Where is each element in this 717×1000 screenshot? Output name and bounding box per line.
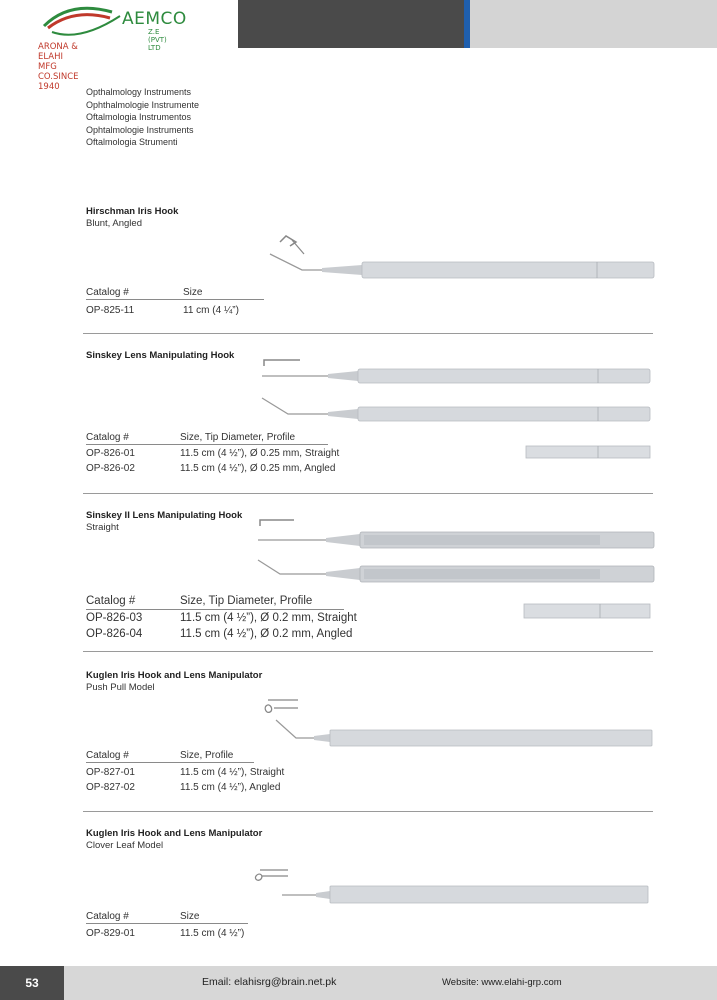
aemco-logo-icon (40, 2, 130, 42)
table-header-rule (86, 444, 328, 445)
catalog-number: OP-826-01 (86, 448, 135, 459)
size-value: 11.5 cm (4 ½”), Angled (180, 782, 281, 793)
size-value: 11.5 cm (4 ½”), Ø 0.25 mm, Angled (180, 463, 336, 474)
catalog-number: OP-829-01 (86, 928, 135, 939)
product-title: Hirschman Iris Hook (86, 206, 179, 217)
size-value: 11.5 cm (4 ½”), Ø 0.25 mm, Straight (180, 448, 340, 459)
catalog-number: OP-826-04 (86, 628, 143, 640)
size-header: Size (183, 287, 203, 298)
product-subtitle: Blunt, Angled (86, 218, 142, 229)
table-header-rule (86, 609, 344, 610)
size-header: Size, Tip Diameter, Profile (180, 432, 296, 443)
intro-languages (86, 86, 199, 149)
product-title: Sinskey Lens Manipulating Hook (86, 350, 235, 361)
hirschman-iris-hook-image (262, 228, 662, 288)
header-dark-band (238, 0, 464, 48)
table-header-rule (86, 762, 254, 763)
table-header-rule (86, 299, 264, 300)
size-value: 11.5 cm (4 ½”), Ø 0.2 mm, Straight (180, 612, 357, 624)
product-title: Kuglen Iris Hook and Lens Manipulator (86, 828, 263, 839)
catalog-number: OP-826-03 (86, 612, 143, 624)
brand-tagline: ARONA & ELAHI MFG CO.SINCE 1940 (38, 42, 79, 92)
size-value: 11.5 cm (4 ½”), Straight (180, 767, 285, 778)
brand-subtitle: Z.E (PVT) LTD (148, 28, 167, 52)
kuglen-clover-leaf-image (250, 864, 654, 906)
page-number: 53 (0, 966, 64, 1000)
intro-line: Opthalmology Instruments (86, 87, 192, 97)
footer-email[interactable]: Email: elahisrg@brain.net.pk (202, 976, 337, 988)
size-value: 11.5 cm (4 ½”) (180, 928, 245, 939)
catalog-header: Catalog # (86, 287, 129, 298)
size-header: Size, Tip Diameter, Profile (180, 595, 313, 607)
catalog-header: Catalog # (86, 911, 129, 922)
catalog-number: OP-827-02 (86, 782, 135, 793)
footer-website[interactable]: Website: www.elahi-grp.com (442, 977, 562, 988)
size-value: 11.5 cm (4 ½”), Ø 0.2 mm, Angled (180, 628, 353, 640)
section-divider (83, 811, 653, 812)
intro-line: Ophtalmologie Instruments (86, 124, 194, 135)
size-header: Size, Profile (180, 750, 234, 761)
catalog-number: OP-827-01 (86, 767, 135, 778)
section-divider (83, 333, 653, 334)
catalog-number: OP-826-02 (86, 463, 135, 474)
intro-line: Ophthalmologie Instrumente (86, 99, 200, 110)
brand-name: AEMCO (122, 9, 187, 29)
intro-line: Oftalmologia Instrumentos (86, 112, 192, 122)
footer-bar (0, 966, 717, 1000)
product-subtitle: Straight (86, 522, 119, 533)
sinskey-ii-hook-image (256, 512, 656, 624)
catalog-header: Catalog # (86, 750, 129, 761)
kuglen-push-pull-image (262, 694, 658, 754)
section-divider (83, 651, 653, 652)
product-subtitle: Push Pull Model (86, 682, 155, 693)
section-divider (83, 493, 653, 494)
header-light-band (470, 0, 717, 48)
intro-line: Oftalmologia Strumenti (86, 137, 178, 147)
size-value: 11 cm (4 ¼”) (183, 305, 239, 316)
size-header: Size (180, 911, 200, 922)
table-header-rule (86, 923, 248, 924)
catalog-header: Catalog # (86, 595, 136, 607)
product-title: Sinskey II Lens Manipulating Hook (86, 510, 243, 521)
catalog-number: OP-825-11 (86, 305, 135, 316)
product-title: Kuglen Iris Hook and Lens Manipulator (86, 670, 263, 681)
catalog-header: Catalog # (86, 432, 129, 443)
product-subtitle: Clover Leaf Model (86, 840, 164, 851)
